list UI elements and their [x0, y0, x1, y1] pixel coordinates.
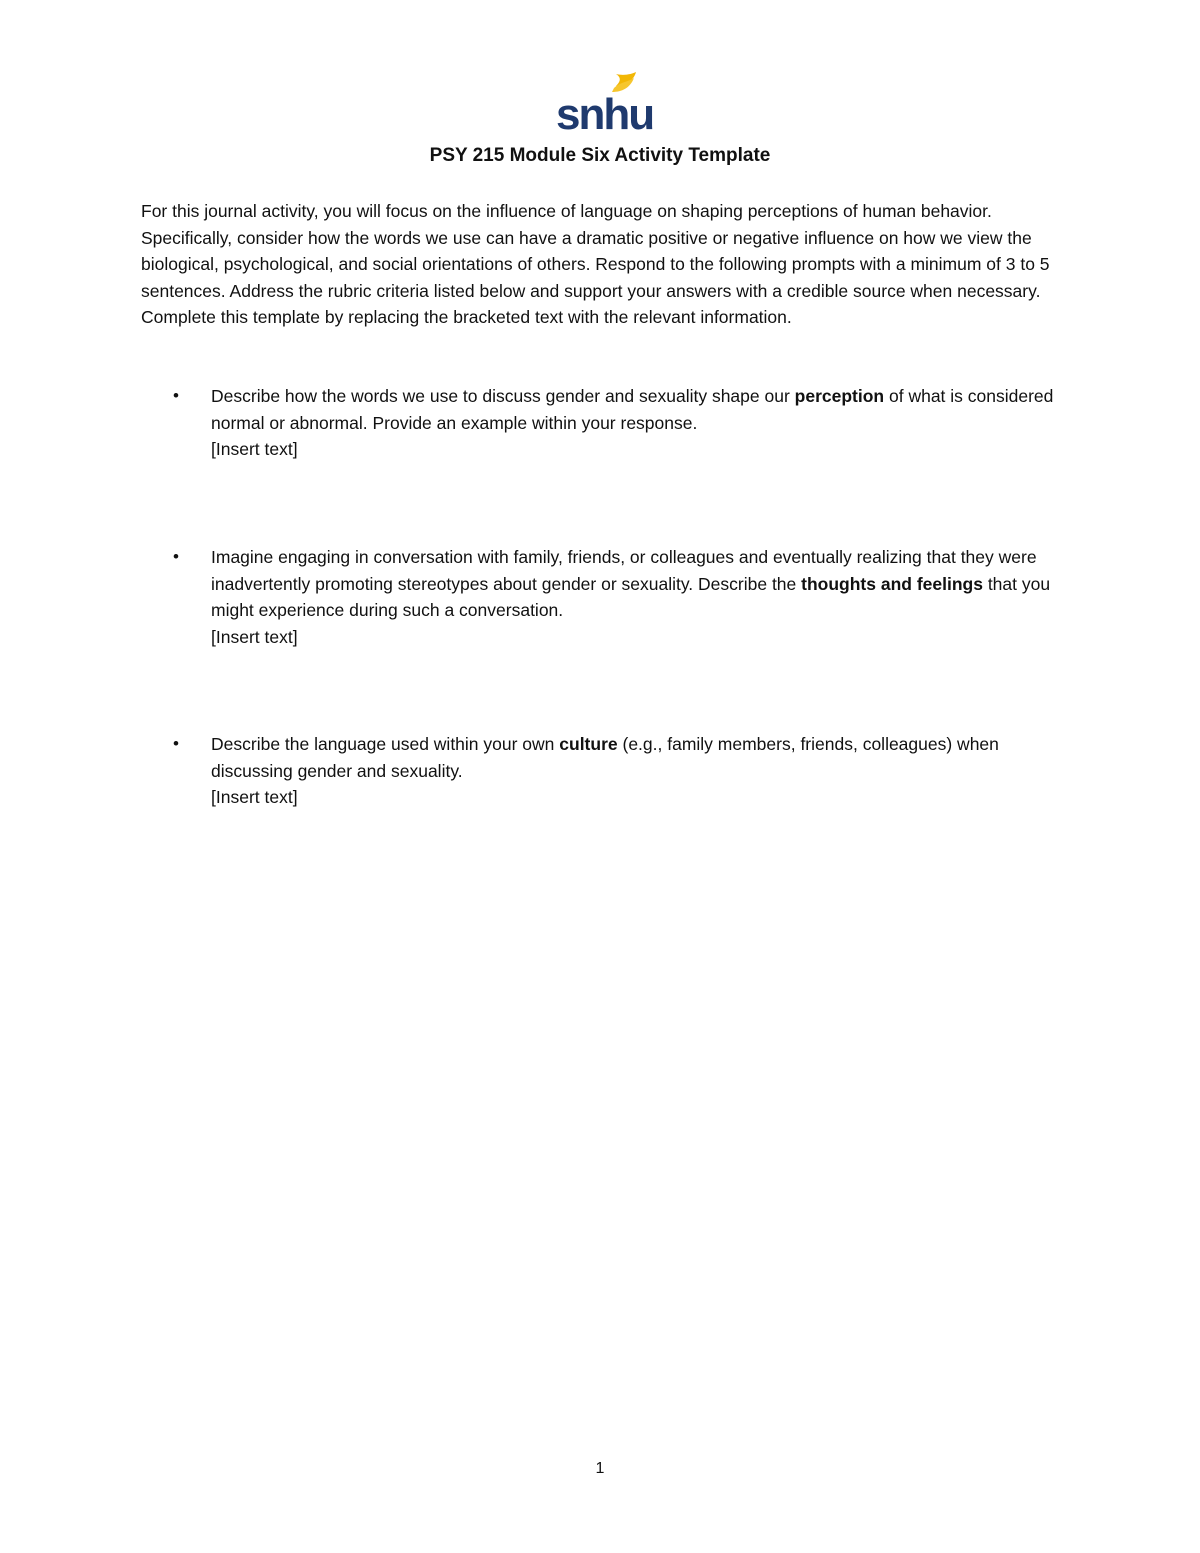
bullet-icon: • [173, 386, 179, 405]
intro-paragraph: For this journal activity, you will focus on the influence of language on shaping perceptions of human behavior. Specifically, consider how the words we use can have a dramatic positive or negative influence on how we view the biological, psychological, and social orientations of others. Respond to the following prompts with a minimum of 3 to 5 sentences. Address the rubric criteria listed below and support your answers with a credible source when necessary. Complete this template by replacing the bracketed text with the relevant information. [141, 201, 1050, 327]
prompt-item [141, 383, 1071, 463]
prompt-item [141, 731, 1071, 811]
prompt-text: Describe the language used within your own culture (e.g., family members, friends, colleagues) when discussing gender and sexuality. [Insert text] [211, 731, 1071, 811]
page-number: 1 [595, 1460, 605, 1477]
insert-text-placeholder[interactable]: [Insert text] [211, 787, 298, 807]
document-title: PSY 215 Module Six Activity Template [429, 145, 771, 166]
insert-text-placeholder[interactable]: [Insert text] [211, 439, 298, 459]
prompt-emphasis: perception [794, 386, 885, 406]
svg-text:snhu: snhu [556, 90, 654, 139]
prompt-item [141, 544, 1071, 650]
bullet-icon: • [173, 734, 179, 753]
insert-text-placeholder[interactable]: [Insert text] [211, 626, 298, 647]
prompt-text: Describe how the words we use to discuss gender and sexuality shape our perception of what is considered normal or abnormal. Provide an example within your response. [Insert text] [211, 383, 1071, 463]
prompt-text: Imagine engaging in conversation with family, friends, or colleagues and eventually realizing that they were inadvertently promoting stereotypes about gender or sexuality. Describe the thoughts and feelings that you might experience during such a conversation. [Insert text] [211, 544, 1071, 650]
bullet-icon: • [173, 547, 179, 566]
prompt-emphasis: culture [559, 734, 618, 754]
snhu-logo [554, 72, 654, 139]
prompt-emphasis: thoughts and feelings [801, 573, 983, 594]
